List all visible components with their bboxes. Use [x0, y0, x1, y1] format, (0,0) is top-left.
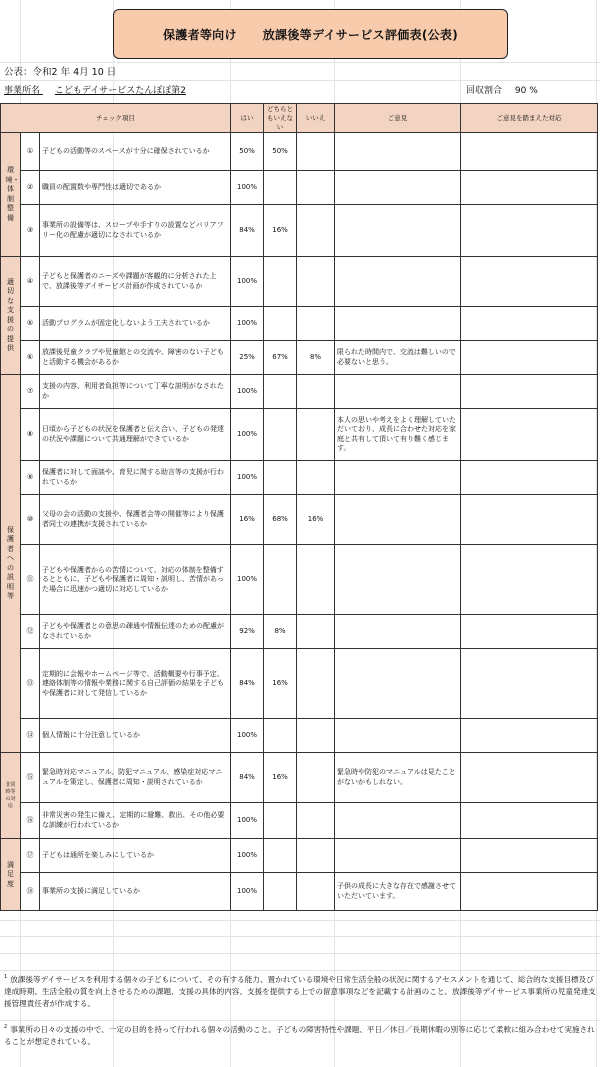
response-cell [461, 719, 598, 753]
table-row [1, 461, 598, 495]
no-percent [297, 873, 335, 911]
response-cell [461, 649, 598, 719]
check-item: 緊急時対応マニュアル、防犯マニュアル、感染症対応マニュアルを策定し、保護者に周知・説明されているか [40, 753, 231, 803]
no-percent [297, 753, 335, 803]
row-number: ① [21, 133, 40, 171]
yes-percent: 92% [231, 615, 264, 649]
yes-percent: 100% [231, 461, 264, 495]
yes-percent: 100% [231, 307, 264, 341]
no-percent [297, 375, 335, 409]
category-emergency: 非常時等の対応 [1, 753, 21, 839]
title-main: 放課後等デイサービス評価表(公表) [262, 27, 459, 42]
yes-percent: 100% [231, 257, 264, 307]
opinion-cell [335, 545, 461, 615]
footnote-1 [4, 974, 596, 1009]
opinion-cell [335, 615, 461, 649]
yes-percent: 100% [231, 803, 264, 839]
row-number: ⑱ [21, 873, 40, 911]
response-cell [461, 409, 598, 461]
table-row [1, 649, 598, 719]
table-row [1, 341, 598, 375]
yes-percent: 16% [231, 495, 264, 545]
opinion-cell [335, 461, 461, 495]
neither-percent: 16% [264, 753, 297, 803]
check-item: 保護者に対して面談や、育児に関する助言等の支援が行われているか [40, 461, 231, 495]
check-item: 事業所の支援に満足しているか [40, 873, 231, 911]
no-percent [297, 803, 335, 839]
response-cell [461, 257, 598, 307]
yes-percent: 100% [231, 409, 264, 461]
check-item: 個人情報に十分注意しているか [40, 719, 231, 753]
table-row [1, 495, 598, 545]
recovery-label: 回収割合 [466, 86, 503, 96]
footnote-1-mark: 1 [4, 974, 8, 980]
response-cell [461, 341, 598, 375]
response-cell [461, 873, 598, 911]
grid-line [0, 80, 600, 81]
header-opinion: ご意見 [335, 104, 461, 133]
facility-line [4, 83, 186, 96]
response-cell [461, 133, 598, 171]
no-percent [297, 205, 335, 257]
response-cell [461, 615, 598, 649]
row-number: ⑥ [21, 341, 40, 375]
no-percent: 8% [297, 341, 335, 375]
opinion-cell [335, 839, 461, 873]
neither-percent [264, 719, 297, 753]
row-number: ⑤ [21, 307, 40, 341]
row-number: ⑭ [21, 719, 40, 753]
neither-percent: 16% [264, 649, 297, 719]
neither-percent: 50% [264, 133, 297, 171]
table-row [1, 205, 598, 257]
neither-percent [264, 461, 297, 495]
opinion-cell [335, 375, 461, 409]
opinion-cell [335, 719, 461, 753]
grid-line [0, 920, 600, 921]
neither-percent [264, 171, 297, 205]
facility-name: こどもデイサービスたんぽぽ第2 [54, 86, 186, 96]
check-item: 非常災害の発生に備え、定期的に避難、救出、その他必要な訓練が行われているか [40, 803, 231, 839]
row-number: ⑬ [21, 649, 40, 719]
table-row [1, 873, 598, 911]
yes-percent: 100% [231, 171, 264, 205]
opinion-cell [335, 171, 461, 205]
row-number: ⑨ [21, 461, 40, 495]
opinion-cell: 緊急時や防犯のマニュアルは見たことがないかもしれない。 [335, 753, 461, 803]
opinion-cell [335, 205, 461, 257]
table-row [1, 307, 598, 341]
no-percent [297, 615, 335, 649]
category-environment: 環境・体制整備 [1, 133, 21, 257]
opinion-cell [335, 803, 461, 839]
yes-percent: 25% [231, 341, 264, 375]
grid-line [0, 62, 600, 63]
neither-percent: 16% [264, 205, 297, 257]
category-satisfaction: 満足度 [1, 839, 21, 911]
check-item: 子どもや保護者からの苦情について、対応の体制を整備するとともに、子どもや保護者に周知・説明し、苦情があった場合に迅速かつ適切に対応しているか [40, 545, 231, 615]
row-number: ② [21, 171, 40, 205]
check-item: 支援の内容、利用者負担等について丁寧な説明がなされたか [40, 375, 231, 409]
neither-percent [264, 409, 297, 461]
row-number: ⑦ [21, 375, 40, 409]
neither-percent [264, 839, 297, 873]
opinion-cell [335, 649, 461, 719]
table-row [1, 753, 598, 803]
check-item: 定期的に会報やホームページ等で、活動概要や行事予定、連絡体制等の情報や業務に関する自己評価の結果を子どもや保護者に対して発信しているか [40, 649, 231, 719]
check-item: 子どもや保護者との意思の疎通や情報伝達のための配慮がなされているか [40, 615, 231, 649]
check-item: 子どもの活動等のスペースが十分に確保されているか [40, 133, 231, 171]
response-cell [461, 495, 598, 545]
no-percent [297, 307, 335, 341]
row-number: ⑪ [21, 545, 40, 615]
footnote-2 [4, 1024, 596, 1048]
row-number: ⑰ [21, 839, 40, 873]
header-check-item: チェック項目 [1, 104, 231, 133]
no-percent: 16% [297, 495, 335, 545]
check-item: 事業所の設備等は、スロープや手すりの設置などバリアフリー化の配慮が適切になされているか [40, 205, 231, 257]
neither-percent [264, 257, 297, 307]
opinion-cell [335, 495, 461, 545]
opinion-cell: 子供の成長に大きな存在で感謝させていただいています。 [335, 873, 461, 911]
neither-percent [264, 873, 297, 911]
check-item: 職員の配置数や専門性は適切であるか [40, 171, 231, 205]
no-percent [297, 719, 335, 753]
table-row [1, 803, 598, 839]
check-item: 日頃から子どもの状況を保護者と伝え合い、子どもの発達の状況や課題について共通理解ができているか [40, 409, 231, 461]
opinion-cell [335, 307, 461, 341]
check-item: 活動プログラムが固定化しないよう工夫されているか [40, 307, 231, 341]
yes-percent: 100% [231, 719, 264, 753]
opinion-cell [335, 257, 461, 307]
category-parents: 保護者への説明等 [1, 375, 21, 753]
response-cell [461, 205, 598, 257]
table-row [1, 719, 598, 753]
table-row [1, 839, 598, 873]
no-percent [297, 649, 335, 719]
response-cell [461, 753, 598, 803]
yes-percent: 84% [231, 753, 264, 803]
response-cell [461, 307, 598, 341]
table-row [1, 257, 598, 307]
category-support: 適切な支援の提供 [1, 257, 21, 375]
response-cell [461, 375, 598, 409]
check-item: 父母の会の活動の支援や、保護者会等の開催等により保護者同士の連携が支援されているか [40, 495, 231, 545]
response-cell [461, 461, 598, 495]
opinion-cell: 限られた時間内で、交流は難しいので必要ないと思う。 [335, 341, 461, 375]
grid-line [0, 1020, 600, 1021]
header-yes: はい [231, 104, 264, 133]
yes-percent: 100% [231, 839, 264, 873]
yes-percent: 100% [231, 873, 264, 911]
row-number: ⑧ [21, 409, 40, 461]
publication-date: 公表：令和2 年 4月 10 日 [4, 67, 117, 78]
no-percent [297, 257, 335, 307]
no-percent [297, 409, 335, 461]
no-percent [297, 171, 335, 205]
recovery-value: 90 % [514, 86, 538, 96]
table-row [1, 615, 598, 649]
grid-line [0, 953, 600, 954]
yes-percent: 100% [231, 545, 264, 615]
opinion-cell: 本人の思いや考えをよく理解していただいており、成長に合わせた対応を家庭と共有して頂いて有り難く感じます。 [335, 409, 461, 461]
check-item: 子どもと保護者のニーズや課題が客観的に分析された上で、放課後等デイサービス計画が作成されているか [40, 257, 231, 307]
neither-percent: 67% [264, 341, 297, 375]
no-percent [297, 839, 335, 873]
evaluation-table [0, 103, 598, 911]
recovery-rate [466, 83, 538, 96]
response-cell [461, 545, 598, 615]
response-cell [461, 839, 598, 873]
yes-percent: 50% [231, 133, 264, 171]
table-row [1, 545, 598, 615]
table-row [1, 133, 598, 171]
grid-line [0, 936, 600, 937]
check-item: 放課後児童クラブや児童館との交流や、障害のない子どもと活動する機会があるか [40, 341, 231, 375]
document-title [113, 9, 508, 59]
footnote-2-text: 事業所の日々の支援の中で、一定の目的を持って行われる個々の活動のこと。子どもの障害特性や課題、平日／休日／長期休暇の別等に応じて柔軟に組み合わせて実施されることが想定されている。 [4, 1025, 595, 1046]
footnote-2-mark: 2 [4, 1024, 8, 1030]
neither-percent: 68% [264, 495, 297, 545]
no-percent [297, 545, 335, 615]
header-response: ご意見を踏まえた対応 [461, 104, 598, 133]
footnote-1-text: 放課後等デイサービスを利用する個々の子どもについて、その有する能力、置かれている環境や日常生活全般の状況に関するアセスメントを通じて、総合的な支援目標及び達成時期、生活全般の質を向上させるための課題、支援の具体的内容、支援を提供する上での留意事項などを記載する計画のこと。放課後等デイサービス事業所の児童発達支援管理責任者が作成する。 [4, 975, 596, 1008]
table-header-row [1, 104, 598, 133]
no-percent [297, 461, 335, 495]
yes-percent: 100% [231, 375, 264, 409]
table-row [1, 375, 598, 409]
header-no: いいえ [297, 104, 335, 133]
neither-percent [264, 545, 297, 615]
neither-percent [264, 375, 297, 409]
title-audience: 保護者等向け [162, 27, 237, 42]
response-cell [461, 803, 598, 839]
opinion-cell [335, 133, 461, 171]
row-number: ⑯ [21, 803, 40, 839]
row-number: ④ [21, 257, 40, 307]
table-row [1, 171, 598, 205]
row-number: ③ [21, 205, 40, 257]
header-neither: どちらともいえない [264, 104, 297, 133]
row-number: ⑫ [21, 615, 40, 649]
neither-percent [264, 803, 297, 839]
response-cell [461, 171, 598, 205]
check-item: 子どもは通所を楽しみにしているか [40, 839, 231, 873]
row-number: ⑮ [21, 753, 40, 803]
yes-percent: 84% [231, 649, 264, 719]
neither-percent: 8% [264, 615, 297, 649]
facility-label: 事業所名 [4, 86, 41, 96]
yes-percent: 84% [231, 205, 264, 257]
grid-line [0, 970, 600, 971]
neither-percent [264, 307, 297, 341]
no-percent [297, 133, 335, 171]
table-row [1, 409, 598, 461]
row-number: ⑩ [21, 495, 40, 545]
